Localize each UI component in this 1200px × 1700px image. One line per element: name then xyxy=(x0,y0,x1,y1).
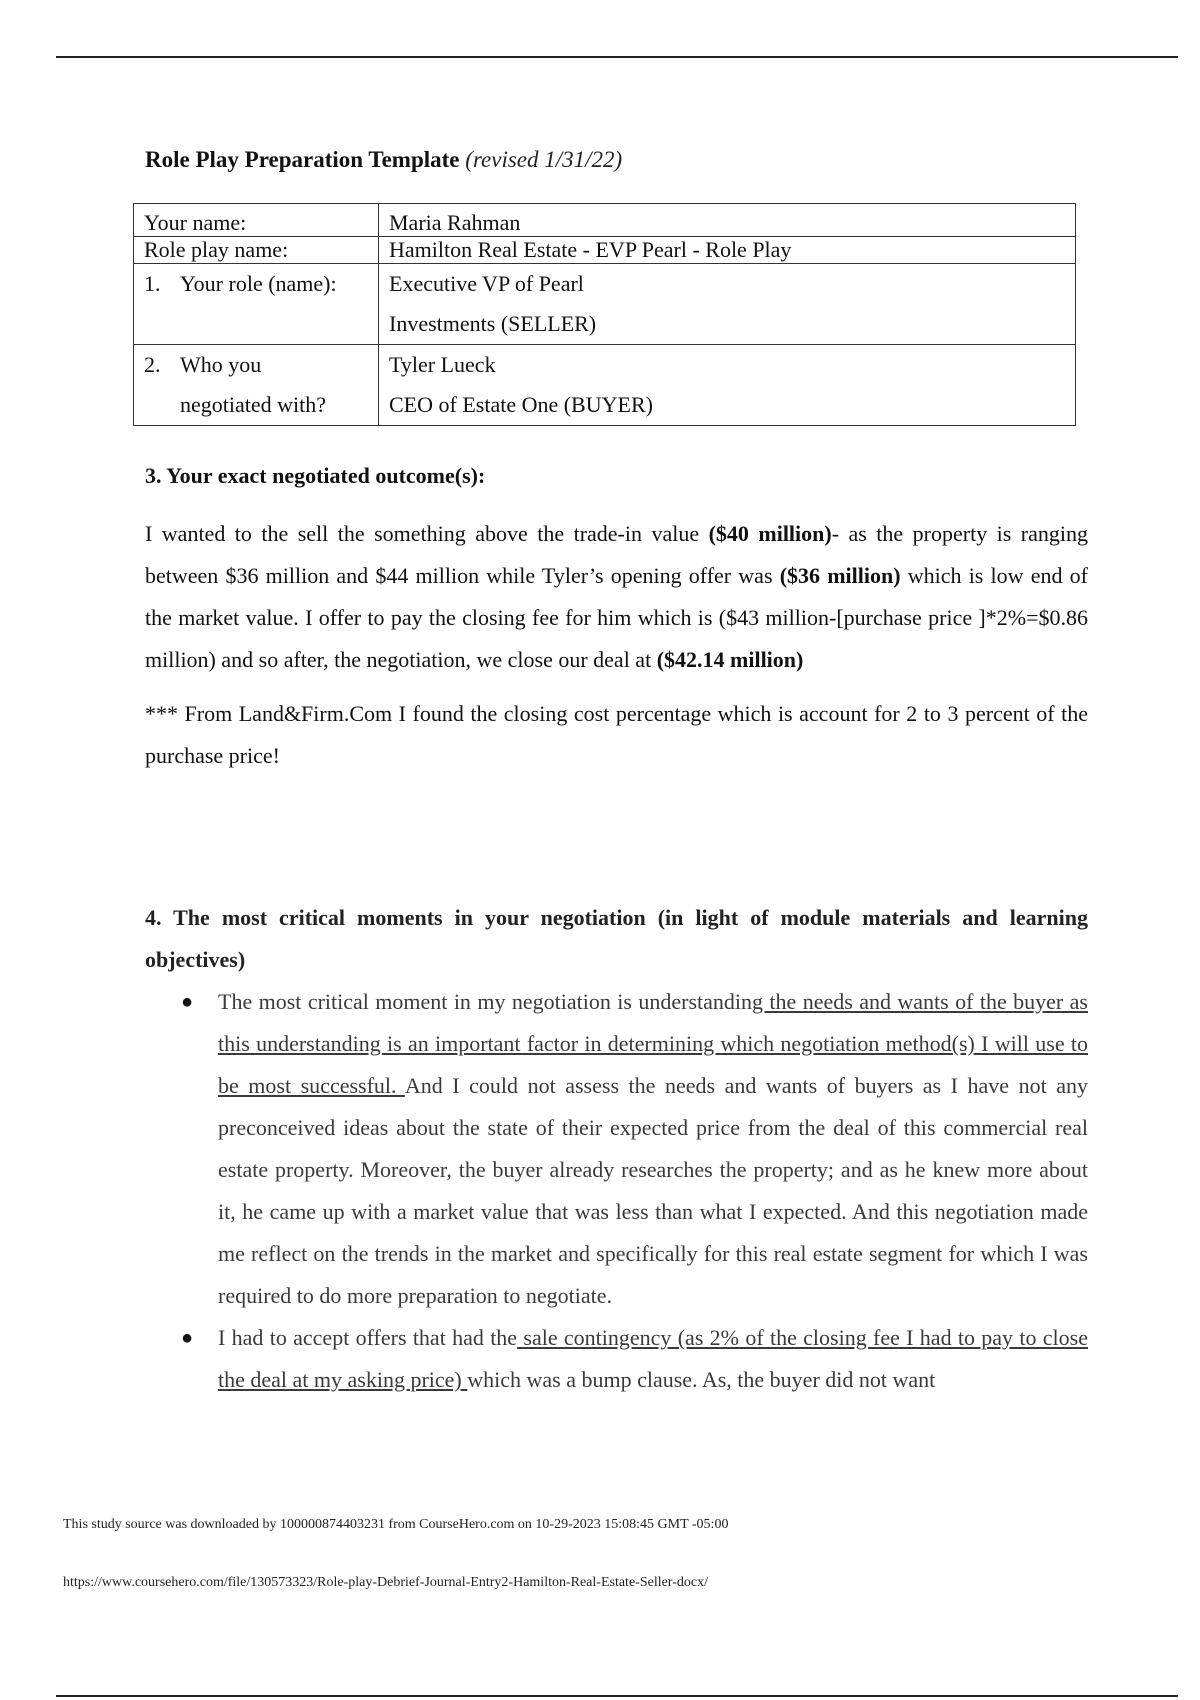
download-notice: This study source was downloaded by 100000874403231 from CourseHero.com on 10-29-2023 15:08:45 GMT -05:00 xyxy=(63,1517,729,1532)
value-role-play-name: Hamilton Real Estate - EVP Pearl - Role Play xyxy=(379,237,1076,264)
label-negotiated-with xyxy=(134,345,379,426)
outcome-paragraph: I wanted to the sell the something above the trade-in value ($40 million)- as the property is ranging between $36 million and $44 million while Tyler’s opening offer was ($36 million) which is low end of the market value. I offer to pay the closing fee for him which is ($43 million-[purchase price ]*2%=$0.86 million) and so after, the negotiation, we close our deal at ($42.14 million) xyxy=(145,521,1089,672)
value-your-role xyxy=(379,264,1076,345)
label-text: Who you xyxy=(180,352,262,377)
label-text: negotiated with? xyxy=(180,392,327,417)
section-critical-moments xyxy=(145,897,1088,1401)
bullet-list xyxy=(145,981,1088,1401)
item-number: 1. xyxy=(144,271,161,296)
section-outcome xyxy=(145,455,1088,777)
value-line: Investments (SELLER) xyxy=(389,311,597,336)
value-line: Executive VP of Pearl xyxy=(389,271,584,296)
label-your-name: Your name: xyxy=(134,204,379,237)
value-line: CEO of Estate One (BUYER) xyxy=(389,392,653,417)
label-text: Your role (name): xyxy=(180,271,337,296)
closing-cost-note: *** From Land&Firm.Com I found the closing cost percentage which is account for 2 to 3 percent of the purchase price! xyxy=(145,701,1088,768)
table-row xyxy=(134,204,1076,237)
bottom-rule xyxy=(56,1695,1178,1697)
value-line: Tyler Lueck xyxy=(389,352,496,377)
label-role-play-name: Role play name: xyxy=(134,237,379,264)
source-url[interactable]: https://www.coursehero.com/file/130573323/Role-play-Debrief-Journal-Entry2-Hamilton-Real-Estate-Seller-docx/ xyxy=(63,1575,708,1590)
title-main: Role Play Preparation Template xyxy=(145,147,460,172)
table-row xyxy=(134,264,1076,345)
bullet-icon: ● xyxy=(181,1327,194,1349)
item-number: 2. xyxy=(144,352,161,377)
list-item: ● The most critical moment in my negotiation is understanding the needs and wants of the buyer as this understanding is an important factor in determining which negotiation method(s) I will use to be most successful. And I could not assess the needs and wants of buyers as I have not any preconceived ideas about the state of their expected price from the deal of this commercial real estate property. Moreover, the buyer already researches the property; and as he knew more about it, he came up with a market value that was less than what I expected. And this negotiation made me reflect on the trends in the market and specifically for this real estate segment for which I was required to do more preparation to negotiate. xyxy=(145,981,1088,1317)
list-item: ● I had to accept offers that had the sale contingency (as 2% of the closing fee I had to pay to close the deal at my asking price) which was a bump clause. As, the buyer did not want xyxy=(145,1317,1088,1401)
label-your-role xyxy=(134,264,379,345)
section-heading: 3. Your exact negotiated outcome(s): xyxy=(145,463,486,488)
info-table xyxy=(133,203,1076,426)
title-revised: (revised 1/31/22) xyxy=(465,147,623,172)
table-row xyxy=(134,345,1076,426)
bullet-icon: ● xyxy=(181,991,194,1013)
value-negotiated-with xyxy=(379,345,1076,426)
table-row xyxy=(134,237,1076,264)
value-your-name: Maria Rahman xyxy=(379,204,1076,237)
section-heading: 4. The most critical moments in your negotiation (in light of module materials and learning objectives) xyxy=(145,905,1088,972)
top-rule xyxy=(56,56,1178,58)
page-title xyxy=(145,147,622,173)
